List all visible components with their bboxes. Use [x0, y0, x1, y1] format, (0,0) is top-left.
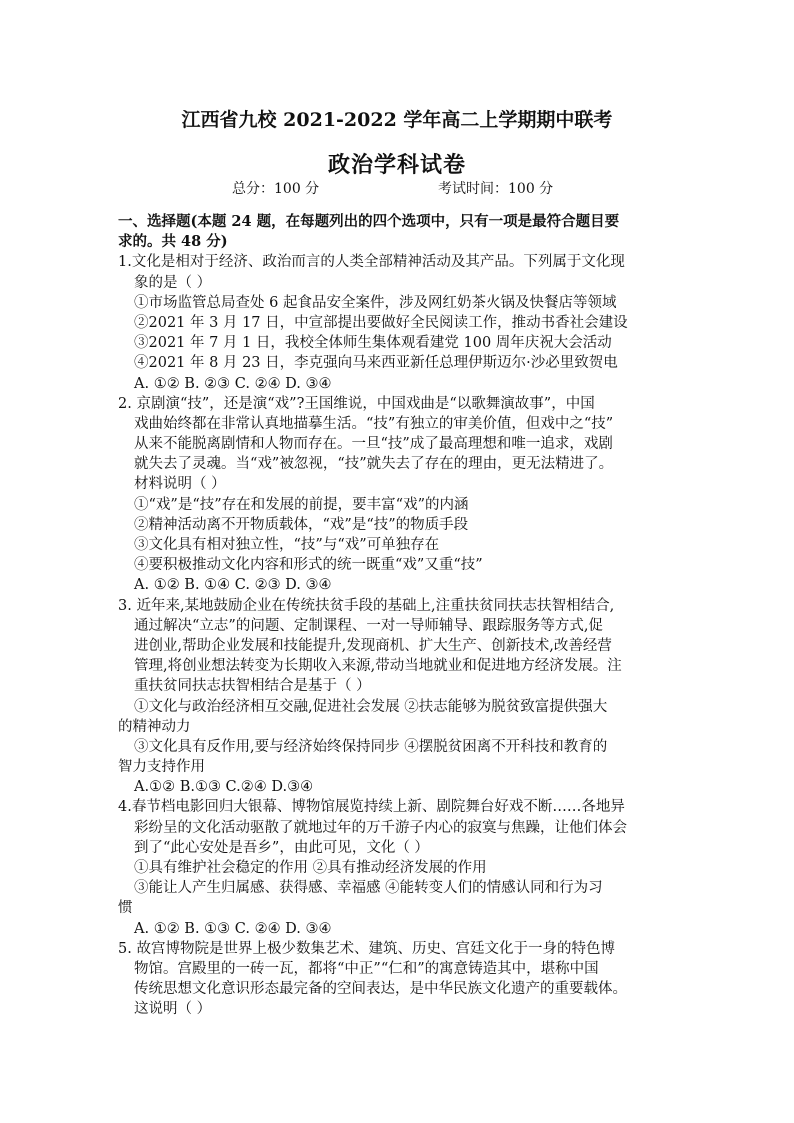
option-statement: ①文化与政治经济相互交融,促进社会发展 ②扶志能够为脱贫致富提供强大 — [134, 698, 608, 715]
option-statement: ①具有维护社会稳定的作用 ②具有推动经济发展的作用 — [134, 860, 487, 876]
option-statement: 惯 — [118, 900, 133, 917]
question-1-stem: 象的是（ ） — [134, 274, 212, 291]
answer-choices: A. ①② B. ①④ C. ②③ D. ③④ — [134, 577, 332, 594]
question-3-stem: 进创业,帮助企业发展和技能提升,发现商机、扩大生产、创新技术,改善经营 — [134, 637, 612, 654]
question-4-stem: 彩纷呈的文化活动驱散了就地过年的万千游子内心的寂寞与焦躁，让他们体会 — [134, 819, 627, 836]
option-statement: ④2021 年 8 月 23 日，李克强向马来西亚新任总理伊斯迈尔·沙必里致贺电 — [134, 355, 618, 372]
question-2-stem: 从来不能脱离剧情和人物而存在。一旦“技”成了最高理想和唯一追求，戏剧 — [134, 436, 613, 453]
section-heading: 求的。共 48 分) — [118, 233, 228, 251]
option-statement: ③文化具有相对独立性，“技”与“戏”可单独存在 — [134, 537, 440, 553]
option-statement: ③2021 年 7 月 1 日，我校全体师生集体观看建党 100 周年庆祝大会活动 — [134, 335, 612, 352]
option-statement: ②精神活动离不开物质载体，“戏”是“技”的物质手段 — [134, 516, 469, 533]
option-statement: ③文化具有反作用,要与经济始终保持同步 ④摆脱贫困离不开科技和教育的 — [134, 738, 608, 755]
question-5-stem: 5. 故宫博物院是世界上极少数集艺术、建筑、历史、宫廷文化于一身的特色博 — [118, 940, 615, 957]
option-statement: ②2021 年 3 月 17 日，中宣部提出要做好全民阅读工作，推动书香社会建设 — [134, 314, 628, 331]
question-3-stem: 通过解决“立志”的问题、定制课程、一对一导师辅导、跟踪服务等方式,促 — [134, 617, 603, 634]
question-3-stem: 重扶贫同扶志扶智相结合是基于（ ） — [134, 678, 371, 695]
option-statement: 的精神动力 — [118, 718, 191, 735]
question-2-stem: 戏曲始终都在非常认真地描摹生活。“技”有独立的审美价值，但戏中之“技” — [134, 415, 614, 432]
question-content — [118, 212, 678, 1020]
section-heading: 一、选择题(本题 24 题，在每题列出的四个选项中，只有一项是最符合题目要 — [118, 213, 620, 230]
subject-title: 政治学科试卷 — [327, 152, 466, 178]
option-statement: ①“戏”是“技”存在和发展的前提，要丰富“戏”的内涵 — [134, 496, 469, 513]
option-statement: 智力支持作用 — [118, 759, 205, 776]
option-statement: ③能让人产生归属感、获得感、幸福感 ④能转变人们的情感认同和行为习 — [134, 880, 603, 897]
question-3-stem: 管理,将创业想法转变为长期收入来源,带动当地就业和促进地方经济发展。注 — [134, 658, 622, 675]
question-4-stem: 4.春节档电影回归大银幕、博物馆展览持续上新、剧院舞台好戏不断……各地异 — [118, 799, 625, 816]
question-2-stem: 材料说明（ ） — [134, 476, 226, 493]
answer-choices: A.①② B.①③ C.②④ D.③④ — [134, 779, 314, 796]
answer-choices: A. ①② B. ①③ C. ②④ D. ③④ — [134, 920, 332, 937]
answer-choices: A. ①② B. ②③ C. ②④ D. ③④ — [134, 375, 332, 392]
question-5-stem: 这说明（ ） — [134, 1001, 212, 1018]
question-3-stem: 3. 近年来,某地鼓励企业在传统扶贫手段的基础上,注重扶贫同扶志扶智相结合, — [118, 597, 615, 614]
question-1-stem: 1.文化是相对于经济、政治而言的人类全部精神活动及其产品。下列属于文化现 — [118, 254, 625, 271]
exam-time: 考试时间：100 分 — [438, 181, 554, 197]
option-statement: ①市场监管总局查处 6 起食品安全案件，涉及网红奶茶火锅及快餐店等领域 — [134, 294, 617, 311]
question-5-stem: 传统思想文化意识形态最完备的空间表达，是中华民族文化遗产的重要载体。 — [134, 981, 627, 998]
option-statement: ④要积极推动文化内容和形式的统一既重“戏”又重“技” — [134, 557, 483, 574]
total-score: 总分：100 分 — [232, 181, 320, 197]
question-2-stem: 2. 京剧演“技”，还是演“戏”?王国维说，中国戏曲是“以歌舞演故事”，中国 — [118, 395, 595, 412]
exam-title: 江西省九校 2021-2022 学年高二上学期期中联考 — [181, 109, 613, 131]
question-5-stem: 物馆。宫殿里的一砖一瓦，都将“中正”“仁和”的寓意铸造其中，堪称中国 — [134, 960, 599, 977]
question-4-stem: 到了“此心安处是吾乡”，由此可见，文化（ ） — [134, 839, 429, 856]
question-2-stem: 就失去了灵魂。当“戏”被忽视，“技”就失去了存在的理由，更无法精进了。 — [134, 456, 614, 473]
